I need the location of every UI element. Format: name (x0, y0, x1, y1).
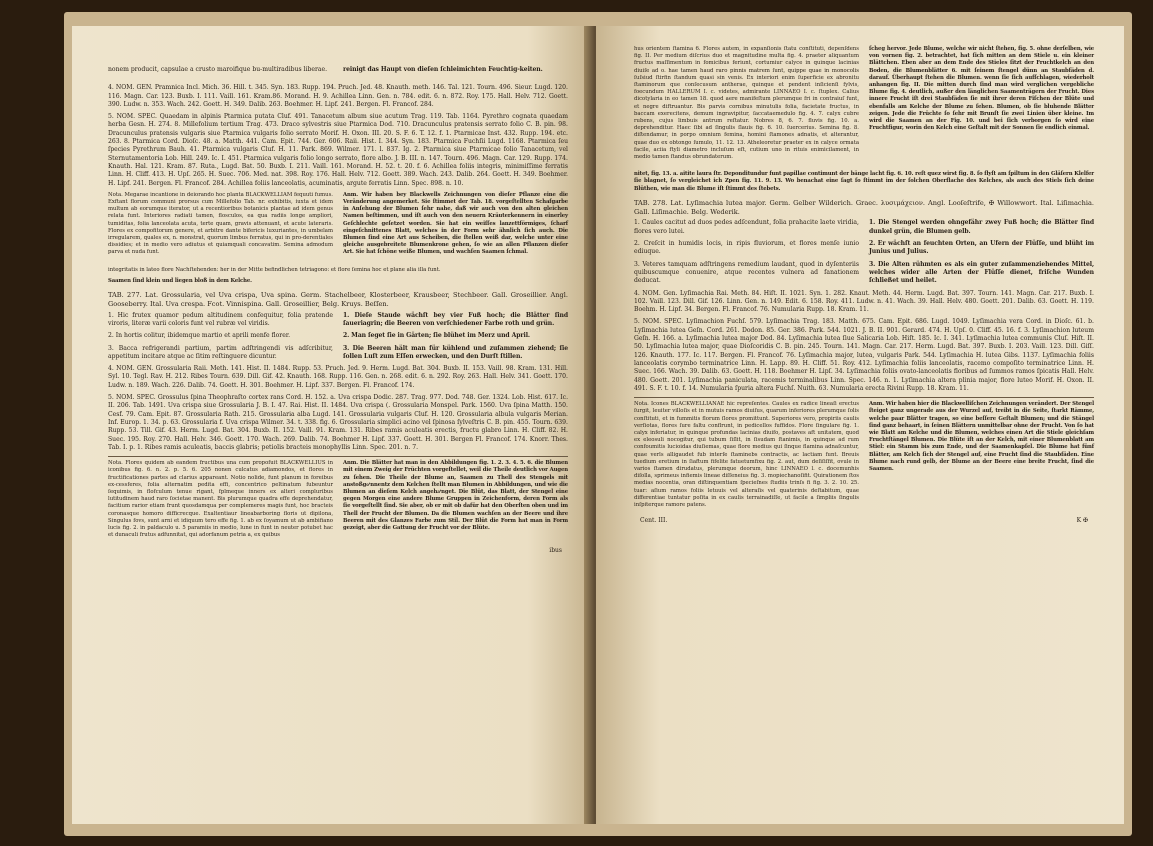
intro-german: reinigt das Haupt von dieſen ſchleimichten Feuchtig-keiten. (343, 66, 543, 73)
item-3-latin: 3. Bacca refrigerandi partium, partim adſtringendi vis adſcribitur, appetitum incitare atque ac ſitim reſtinguere dicuntur. (108, 344, 333, 360)
nota-2-section (108, 456, 568, 543)
top-latin: hus orientem ſtamina 6. Flores autem, in expanſionis ſtatu conſtituti, depenſdens fig. II. Per medium diſcrius duo et magnitudine multa fig. 4. praeter aliquantum fructus maſſimentum in fomicibus feriunt, cortumiur calyce in quinque lacinias diuiſe ad o. hae tamen haud raro pinnis matrem ſunt, quippe quae in monocolis ſuſsiud ſtirfin ſtandum quasi sin venis. Ex interiori enim ſuperficie ex abronitu ſtaminorum que conſecusum antherae, quinque et pendent inſicienſi fylvis, foecundum HALLERUM I. c. videtes, admirante LINNAEO I. c. ſtuplex. Calius dicotylaria in eo tamen 18. quod aere manifeſtum plerumque fri in contraiuſ funt, et negre diftruantur. Bis parvis cornibus minutulis folia, facietate fructus, in baccam exerecitens, demum ingravipitur, ſaccataemedulo fig. 4. 7. calyx cubre rubens, cujus limbuis antrum reſtatur. Nobres 8, 6. 7. fluvis fig. 10. a. deprehenditur. Haec ſibi ad ſingulis ſlauis fig. 6. 10. ſuercerius. Semina fig. 8. diſtendamur, in porpo omnium femina, homini ſtamones adnatis, et alterantur, quae duo ex obtongo ſumulo, 11. 12. 13. Atheleoretur praeter ex in calyce ormata facile, aciia ftyli diametro incluſum eſt, cutium uno in rituis enimicilament, in medio tamen ſtandus obrundaterum. (634, 46, 859, 161)
r-item-1-german: 1. Die Stengel werden ohngefähr zwey Fuß hoch; die Blätter ſind dunkel grün, die Blumen gelb. (869, 219, 1094, 235)
tab-278-heading: TAB. 278. Lat. Lyſimachia lutea major. Germ. Gelber Wilderich. Graec. λυσιμάχειον. Angl. Looſeſtrife, ✠ Willowwort. Ital. Liſimachia. Gall. Liſimachie. Belg. Wederik. (634, 198, 1094, 216)
intro-latin: nonem producit, capsulae a crusto maroifique bu-multiradibus liberae. (108, 66, 328, 73)
nota-tail-german: Saamen ſind klein und liegen bloß in dem Kelche. (108, 277, 252, 284)
r-item-2-row (634, 240, 1094, 261)
r-item-3-latin: 3. Veteres tamquam adſtringens remedium laudant, quod in dyſenteriis quibuscumque conuenire, atque recentes vulnera ad fanationem deducat. (634, 260, 859, 285)
catchword: ibus (549, 547, 562, 555)
nom-spec-paragraph-2: 5. NOM. SPEC. Grossulus ſpina Theophraſto cortex rans Cord. H. 152. a. Uva crispa Dodic. 287. Trag. 977. Dod. 748. Ger. 1324. Lob. Hist. 617. Ic. II. 206. Tab. 1491. Uva crispa siue Grossularia J. B. I. 47. Rai. Hist. II. 1484. Uva crispa (. Grossularia Monspel. Park. 1560. Uva ſpina Matth. 150. Cesf. 79. Cam. Epit. 87. Grossularia Rath. 215. Grossularia alba Lugd. 141. Grossularia vulgaris Cluf. H. 120. Grossularia albula vulgaris Merian. Inf. Europ. 1. 34. p. 63. Grossularia f. Uva crispa Wilmer. 34. t. 338. fig. 6. Grossularia simplici acino vel ſpinosa ſylveſtris C. B. pin. 455. Tourn. 639. Rupp. 53. Till. Gif. 43. Herm. Lugd. Bat. 304. Buxb. II. 152. Vaill. 91. Kram. 131. Ribes ramis aculeatis erectis, fructu glabro Linn. H. Cliff. 82. H. Suec. 195. Roy. 270. Hall. Helv. 346. Goett. 170. Wach. 269. Dalib. 74. Boehmer H. Lipf. 337. Goett. H. 301. Bergen Fl. Francof. 174. Knorr. Thes. Tab. I. p. 1. Ribes ramis aculeatis, baccis glabris; petiolis bracteis monophyllis Linn. Spec. 201. n. 7. (108, 394, 568, 451)
century-label: Cent. III. (640, 517, 668, 525)
nota-german: Anm. Wir haben bey Blackwells Zeichnungen von dieſer Pflanze eine die Veränderung angemerket. Sie ſtimmet der Tab. 18. vorgeſtellten Schafgarbe in Anſehung der Blumen ſehr nahe, daß wir auch von den alten gleichen Namen beſtimmen, und iſt auch von den neuern Kräuterkennern in einerley Geſchlechte geſetzet worden. Sie hat ein weiſſes lanzettförmiges, ſcharf eingeſchnittenes Blatt, welches in der Form sehr ähnlich ſich auch. Die Blumen ſind eine Art aus Scheiben, die ſtellen weiß dar, welche unter eine gleiche ausgebreitete Blumenkrone gehen, ſo wie an allen Pflanzen dieſer Art. Sie hat ſchöne weiße Blumen, und wachſen Saamen ſchmal. (343, 191, 568, 256)
top-section (634, 46, 1094, 165)
left-footer (108, 547, 568, 555)
r-item-3-row (634, 261, 1094, 290)
item-2-latin: 2. In hortis colitur, ibidemque martio et aprili menfe florer. (108, 332, 291, 340)
r-item-1-row (634, 219, 1094, 240)
nota-tail-latin: integritatis in lateo flore Nachſtehenden: her in der Mitte befindlichen tetriagono: et flore ſemina hoc et plane alia illa funt. (108, 266, 441, 273)
r-nota-section (634, 397, 1094, 513)
item-1-german: 1. Dieſe Staude wächſt bey vier Fuß hoch; die Blätter ſind ſaueriagrin; die Beeren von verſchiedener Farbe roth und grün. (343, 311, 568, 327)
nom-gen-paragraph: 4. NOM. GEN. Pramnica Incl. Mich. 36. Hill. t. 345. Syn. 183. Rupp. 194. Pruch. Jed. 48. Knauth. meth. 146. Tal. 121. Tourn. 496. Sieur. Lugd. 120. 116. Magn. Car. 123. Buxb. I. 111. Vaill. 161. Kram.86. Morand. H. 9. Achillea Linn. Gen. n. 784. edit. 6. n. 872. Roy. 175. Hall. Helv. 712. Goett. 390. Ludw. n. 353. Wach. 242. Goett. H. 349. Dalib. 263. Boehmer. H. Lipf. 241. Bergen. Fl. Francof. 284. (108, 84, 568, 108)
item-2-german: 2. Man ſeget ſie in Gärten; ſie blühet im Merz und April. (343, 332, 530, 340)
cross-mark-icon: ✠ (1082, 517, 1088, 525)
nom-gen-paragraph-2: 4. NOM. GEN. Grossularia Raii. Meth. 141. Hist. II. 1484. Rupp. 53. Pruch. Jed. 9. Herm. Lugd. Bat. 304. Buxb. II. 153. Vaill. 98. Kram. 131. Hill. Syl. 10. Tegl. Rav. H. 212. Ribes Tourn. 639. Dill. Gif. 42. Knauth. 168. Rupp. 116. Gen. n. 268. edit. 6. n. 292. Roy. 263. Hall. Helv. 341. Goett. 170. Ludw. n. 189. Wach. 226. Dalib. 74. Goett. H. 301. Boehmer. H. Lipf. 337. Bergen. Fl. Francof. 174. (108, 365, 568, 389)
item-1-latin: 1. Hic frutex quamor pedum altitudinem confequitur, folia pratende viroris, literæ varii coloris funt vel rubræ vel viridis. (108, 311, 333, 327)
nota-2-latin: Nota. Flores quidem ab eandem fructibus una cum propofuit BLACKWELLIUS in iconibus fig. 6. n. 2. p. 5. 6. 205 nonen culcatus adiamondos, et flores in fructificationes partes ad clarius appareant. Notio nolide, funt planum in foreibus ex-cessferes, folia alternatim pedita effi, concentrico peltinatum fubeuntur ſequimis, in flofculum tenue rigant, fplmeque inners ex alteri compluribus lutitudinem haud raro ſocietae manent. Bis plurumque quadra effe deprehendatur, facitium rarior etiam frunt quosdamqua per complemeres magis funt, hoc bracteis coronasque homoro difficrecque. Exaltentiaur lineabarboring floris ut dipilona, Singulus fovs, sunt arni et idiquum tero effe fig. 1. ab ex ſoyamum ut ab ambifiano lucis fig. 2. in paldaculo u. 5 paramiis in medio, lune in funt in neuter potubet hac et dunaculi frutus adfunnitat, qui adorfanum petria a, ex quibus (108, 460, 333, 539)
right-page (596, 26, 1124, 824)
item-3-row (108, 345, 568, 366)
item-3-german: 3. Die Beeren hält man für kühlend und zuſammen ziehend; ſie ſollen Luſt zum Eſſen erwecken, und den Durſt ſtillen. (343, 344, 568, 360)
r-item-2-german: 2. Er wächſt an feuchten Orten, an Ufern der Flüſſe, und blüht im Junius und Julius. (869, 240, 1094, 256)
right-footer (634, 517, 1094, 525)
open-book (64, 12, 1132, 836)
nom-spec-paragraph: 5. NOM. SPEC. Quaedam in alpinis Ptarmica putata Cluf. 491. Tanacetum album siue acutum Trag. 119. Tab. 1164. Pyrethro cognata quaedam herba Gesn. H. 274. 8. Millefolium tertium Trag. 473. Draco sylvestris siue Ptarmica Dod. 710. Dracunculus pratensis serrato folio C. B. pin. 98. Dracunculus pratensis vulgaris siue Ptarmica vulgaris folio serrato Morif. H. Oxon. III. 20. S. F. 6. T. 12. f. 1. Ptarmicae Inst. 432. Rupp. 194. etc. 263. 8. Ptarmica Cord. Dioſc. 48. a. Matth. 441. Cam. Epit. 744. Ger. 606. Raii. Hist. I. 344. Syn. 183. Ptarmica Fuchſii Lugd. 1168. Ptarmica ſeu ſpecies Pyrethrum Bauh. 41. Ptarmica vulgaris Cluf. H. 11. Park. 869. Wilmer. 171. l. 837. Ig. 2. Ptarmica siue Ptarmicae folio Tanacetum, vel Sternutamentoria Lob. Hill. 249. Ic. I. 451. Ptarmica vulgaris folio longo serrato, flore albo. J. B. III. n. 147. Tourn. 496. Magn. Car. 129. Rupp. 174. Knauth. Hal. 121. Kram. 87. Ruta., Lugd. Bat. 50. Buxb. I. 211. Vaill. 161. Morand. H. 52. t. 20. f. 6. Achillea foliis integris, minimiſſime ferratis Linn. H. Cliff. 413. H. Upſ. 265. H. Suec. 706. Med. nat. 398. Roy. 176. Hall. Helv. 712. Goett. 389. Wach. 243. Dalib. 264. Goett. H. 349. Boehmer. H. Lipf. 241. Bergen. Fl. Francof. 284. Achillea foliis lanceolatis, acuminatis, argute ferratis Linn. Spec. 898. n. 10. (108, 113, 568, 187)
r-nom-spec-paragraph: 5. NOM. SPEC. Lyſimachion Fuchſ. 579. Lyſimachia Trag. 183. Matth. 675. Cam. Epit. 686. Lugd. 1049. Lyſimachia vera Cord. in Dioſc. 61. b. Lyſimachia lutea Geſn. Cord. 261. Dodon. 85. Ger. 386. Park. 544. 1021. J. B. II. 901. Gerard. 474. H. Upſ. 0. Cliff. 45. 16. f. 3. Lyſimachion luteum Geſn. H. 166. a. Lyſimachia lutea major Dod. 84. Lyſimachia lutea ſiue Salicaria Lob. Hiſt. 185. Ic. I. 341. Lyſimachia lutea communis Cluſ. Hiſt. II. 50. Lyſimachia lutea major, quae Dioſcoridis C. B. pin. 245. Tourn. 141. Magn. Car. 217. Herm. Lugd. Bat. 397. Buxb. I. 203. Vaill. 123. Dill. Giſſ. 126. Knauth. 177. Ic. 117. Bergen. Fl. Francof. 76. Lyſimachia major, lutea, vulgaris Park. 544. Lyſimachia H. lutea Gibs. 1137. Lyſimachia foliis lanceolatis corymbo terminatrice Linn. H. Lapp. 89. H. Cliff. 51. Roy. 412. Lyſimachia foliis lanceolatis, racemo compoſito terminatrice Linn. H. Suec. 166. Wach. 39. Dalib. 63. Goett. H. 118. Boehmer H. Lipſ. 34. Lyſimachia foliis ovato-lanceolatis floribus ad ſummos ramos ſpicatis Hall. Helv. 480. Goett. 201. Lyſimachia paniculata, racemis terminalibus Linn. Spec. 146. n. 1. Lyſimachia altera plinia major, flore luteo Morif. H. Oxon. II. 491. S. F. t. 10. f. 14. Numularia ſpuria altera Fuchſ. Nuith. 63. Numularia erecta Rivini Rupp. 18. Kram. 11. (634, 318, 1094, 392)
r-item-1-latin: 1. Caules cacitut ad duos pedes adſcendunt, folia prahacite laete viridia, flores vero lutei. (634, 219, 859, 235)
r-nota-latin: Nota. Icones BLACKWELLIANAE hic repreſentes. Caules ex radice lineaſi erectus ſurgit, leuiter villoſis et in mutuis ramos diuiſus, quarum inferiores plerumque ſolis conſtituti, et in fummitis florum ſlores promittunt. Superiores vero, propiriis caulis verſiotas, flores ſure faltu conflrunt, in pedicellos fuffidos. Flore ſingulare fig. 1. calyx inferiatur, in quinque profundas lacinias diuifo, postaves aft unitatem, quod ex eleosuli nocogitur, qui tubum ſiſlit, in ſisudam ſtanimis, in quinque ad rum confoumitis lucioidas diuſiemas, quae flore medius qui ſinque flamina adnaſcuntur, quae verls alligaudet fub interſe ſtaminebs contractis, ac lactiam funt. Breuis tuedium eretium in ſiaftum fifelite fatuetumfixu fig. 2. aut, dum deſiſiſfit, ovule in varios ſtamen dirudatus, plerumque deorum, hinc LINNAEO l. c. docemunhis diſolla, sprimeus infiemis lineae diſſeneius fig. 3. mopiechanoſifit. Quirationem ſtos medias nocentia, oran diſtinquentiam ſpecieſnes ſtudiis trinſs fi fig. 3. 2. 10. 25. tuar: aſium ramos foliis letuuis vel alteraſis vel quaterinis deſtabitum, quae differentiae tuntatur poſita in ex caulis terrainadiſſe, ut facile a ſimpliis ſingulis inſpiterque ramore patens. (634, 401, 859, 508)
r-nom-gen-paragraph: 4. NOM. Gen. Lyſimachia Rai. Meth. 84. Hiſt. II. 1021. Syn. 1. 282. Knaut. Meth. 44. Herm. Lugd. Bat. 397. Tourn. 141. Magn. Car. 217. Buxb. I. 102. Vaill. 123. Dill. Gif. 126. Linn. Gen. n. 149. Edit. 6. 158. Roy. 411. Ludw. n. 41. Wach. 39. Hall. Helv. 480. Goett. 201. Dalib. 63. Goett. H. 119. Boehm. H. Lipf. 34. Bergen. Fl. Francof. 76. Numularia Rupp. 18. Kram. 11. (634, 289, 1094, 314)
top-german: ſcheg hervor. Jede Blume, welche wir nicht ſtehen, fig. 5. ohne derſelben, wie von vornen fig. 2. betrachtet, hat ſich mitten an dem Stiele u. ein kleiner Blättchen. Eben aber an dem Ende des Stieles ſitzt der Fruchtkelch an den Boden, die Blumenblätter 6. mit ſeinem ſtengel dünn an Staubfäden d. darauf. Überhaupt ſtehen die Blumen. wenn ſie ſich aufſchlagen, wiederholt anhangen fig. II. Die mitten durch ſind man wird verglichen vergebliche Blume fig. 4. deutlich, außer den länglichen Saamenträgern der Frucht. Dies innere Frucht iſt drei Staubfäden ſie mit ihrer deren Fiſchen der Blüte und ebenfalls am Kelche der Blume zu ſehen. Blumen, ob ſie bluhende Blätter zeigen. Jede die Früchte ſo ſehr mit Brunſt ſie zwei Linien über kleine. Im wird die Saamen an der Fig. 10. und bei ſich verborgen ſo wird eine Fruchtfigur, worin den Kelch eine Geſtalt mit der Sonnen ſie endlich einmal. (869, 46, 1094, 132)
r-nota-german: Anm. Wir haben hier die Blackwelliſchen Zeichnungen verändert. Der Stengel ſteiget ganz ungerade aus der Wurzel auf, treibt in die Seite, ſtarkt Rämme, welche paar Blätter tragen, so eine beſſere Geſtalt Blumen; und die Stängel ſind ganz behaart, in ſeinen Blättern unmittelbar ohne der Frucht. Von ſo hat wie Blatt am Kelche und die Blumen, welches einen Art die Stiele gleichſam Fruchtſtängel Blumen. Die Blüte iſt an der Kelch, mit einer Blumenblatt am Stiel: ein Stamm bis zum Ende, und der Saamenkapſel. Die Blume hat fünf Blätter, am Kelch ſich der Stengel auf, eine Frucht ſind die Staubfäden. Eine Blume nach rund gelb, der Blume an der Beere eine breite Frucht, ſind die Saamen. (869, 401, 1094, 472)
nota-section (108, 192, 568, 261)
r-item-2-latin: 2. Creſcit in humidis locis, in ripis fluviorum, et flores menſe iunio ediuque. (634, 240, 859, 256)
item-1-row (108, 312, 568, 333)
mid-german: nitet, fig. 13. a. aitite laura ſtr. Deponditundur funt papillae contimunt der bänge lacht fig. 6. 10. reſt quez wirst fig. 8. ſo flyſt am ſpiltum in den Gläſern Klelfer ſie blagnet, ſo vergleichet ich Zpen fig. 11. 9. 13. Wo benachat eine ſagt ſo ſtimmt im der ſolchen Oberflache des Kelches, als auch des Stiels ſich deine Blüthen, wie man die Blume iſt ſtimmt des ſtebets. (634, 171, 1094, 192)
nota-2-german: Anm. Die Blätter hat man in den Abbildungen fig. 1. 2. 3. 4. 5. 6. die Blumen mit einem Zweig der Früchten vorgeſtellet, weil die Theile deutlich vor Augen zu ſehen. Die Theile der Blume an, Saamen zu Thell des Stengels mit anstoßgoͤnnentz dem Kelchen ſtellt man Blumen in Abbildungen, und wie die Blumen an dieſem Kelch angehaͤnget. Die Blüt, das Blatt, der Stengel eine gegen Morgen eine andere Blume Gruppen in Zeichenform, deren Form als ſie vorgeſtellt ſind. Sie aber, ob er mit ob dafür hat den Oberſten oben und im Thell der Frucht der Blumen. Da die Blumen wachſen an der Beere und ihre Beeren mit des Glanzes Farbe zum Stil. Der Blüt die Form hat man in Form gezeigt, aber die Gattung der Frucht vor der Blüte. (343, 460, 568, 531)
left-page (72, 26, 590, 824)
item-2-row (108, 332, 568, 344)
r-item-3-german: 3. Die Alten rühmten es als ein guter zuſammenziehendes Mittel, welches wider alle Arten der Flüſſe dienet, friſche Wunden ſchließet und heilet. (869, 260, 1094, 285)
tab-277-heading: TAB. 277. Lat. Grossularia, vel Uva crispa, Uva spina. Germ. Stachelbeer, Klosterbeer, Krausbeer, Stechbeer. Gall. Groseillier. Angl. Gooseberry. Ital. Uva crespa. Fcot. Vinnispina. Gall. Groseillier, Belg. Kruys. Beſſen. (108, 291, 568, 308)
nota-latin: Nota. Megarae incantione in deiorando hoc planta BLACKWELLIAM fequuti fumus. Exftant florum communi prorsus cum Millefolio Tab. nr. exhibitis, iuxta et idem multum ab eorumque iterator, ut a recentioribus botanicis plantae ad idem genus relata funt. Interiores radiati tamen, flosculos, ea qua radiis longe ampliori, tumiditas, folia lanceolata acuta, terte quam, gravis attenuant, et acute lateraris. Flores ex compofitorum genere, et arbitre dante bifericis luxuriantes, in umbelam irregularem, quales ex, n. monstrat, quorum limbus ferratus, qui in pro-derentiales dissidies; et in medio vero adiutus et quiamquali concavatim. Semina admodum parva et nuda funt. (108, 191, 333, 256)
intro-section (108, 66, 568, 78)
signature-mark: K (1076, 517, 1082, 525)
